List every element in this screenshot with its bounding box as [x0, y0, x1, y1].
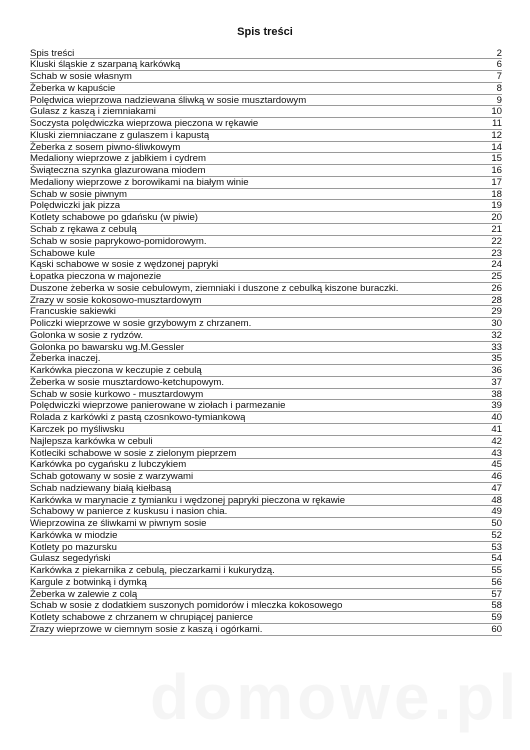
toc-entry-page-number: 26	[491, 282, 502, 294]
toc-entry-title: Schabowe kule	[30, 247, 96, 259]
toc-entry-title: Gulasz segedyński	[30, 553, 111, 565]
toc-entry-title: Kluski ziemniaczane z gulaszem i kapustą	[30, 129, 210, 141]
toc-entry-page-number: 52	[491, 529, 502, 541]
toc-entry-title: Żeberka inaczej.	[30, 353, 101, 365]
toc-entry-title: Kotleciki schabowe w sosie z zielonym pieprzem	[30, 447, 237, 459]
toc-entry[interactable]	[30, 412, 502, 424]
toc-entry[interactable]	[30, 495, 502, 507]
toc-entry-page-number: 45	[491, 459, 502, 471]
toc-entry-page-number: 38	[491, 388, 502, 400]
toc-entry[interactable]	[30, 271, 502, 283]
toc-entry-title: Zrazy wieprzowe w ciemnym sosie z kaszą i ogórkami.	[30, 624, 263, 636]
toc-entry[interactable]	[30, 153, 502, 165]
toc-entry-page-number: 60	[491, 624, 502, 636]
toc-entry-title: Żeberka w kapuście	[30, 82, 116, 94]
toc-entry-page-number: 50	[491, 518, 502, 530]
toc-entry-title: Karkówka w marynacie z tymianku i wędzonej papryki pieczona w rękawie	[30, 494, 346, 506]
toc-entry[interactable]	[30, 436, 502, 448]
toc-entry-page-number: 36	[491, 365, 502, 377]
toc-entry-title: Golonka w sosie z rydzów.	[30, 329, 144, 341]
toc-entry-title: Schab w sosie własnym	[30, 71, 132, 83]
toc-entry-title: Karkówka z piekarnika z cebulą, pieczarkami i kukurydzą.	[30, 565, 275, 577]
toc-entry[interactable]	[30, 565, 502, 577]
toc-entry-title: Policzki wieprzowe w sosie grzybowym z chrzanem.	[30, 318, 252, 330]
toc-entry[interactable]	[30, 248, 502, 260]
toc-entry-title: Polędwica wieprzowa nadziewana śliwką w sosie musztardowym	[30, 94, 307, 106]
toc-entry-title: Karkówka pieczona w keczupie z cebulą	[30, 365, 202, 377]
toc-entry-page-number: 40	[491, 412, 502, 424]
toc-entry-title: Żeberka w sosie musztardowo-ketchupowym.	[30, 376, 225, 388]
toc-entry[interactable]	[30, 624, 502, 636]
toc-entry-title: Kotlety po mazursku	[30, 541, 117, 553]
toc-entry-page-number: 59	[491, 612, 502, 624]
toc-entry-title: Schab w sosie piwnym	[30, 188, 128, 200]
toc-entry-page-number: 29	[491, 306, 502, 318]
toc-entry-page-number: 10	[491, 106, 502, 118]
toc-entry[interactable]	[30, 553, 502, 565]
toc-entry-page-number: 7	[496, 71, 502, 83]
toc-entry-page-number: 19	[491, 200, 502, 212]
toc-entry[interactable]	[30, 165, 502, 177]
toc-entry[interactable]	[30, 330, 502, 342]
toc-entry[interactable]	[30, 448, 502, 460]
toc-entry-title: Łopatka pieczona w majonezie	[30, 271, 162, 283]
toc-entry-page-number: 28	[491, 294, 502, 306]
toc-entry[interactable]	[30, 342, 502, 354]
toc-entry[interactable]	[30, 612, 502, 624]
toc-entry-page-number: 49	[491, 506, 502, 518]
toc-entry-page-number: 58	[491, 600, 502, 612]
table-of-contents	[30, 48, 502, 636]
toc-entry-title: Wieprzowina ze śliwkami w piwnym sosie	[30, 518, 207, 530]
toc-entry-page-number: 9	[496, 94, 502, 106]
toc-entry[interactable]	[30, 577, 502, 589]
toc-entry-title: Najlepsza karkówka w cebuli	[30, 435, 153, 447]
toc-entry-page-number: 33	[491, 341, 502, 353]
toc-entry[interactable]	[30, 483, 502, 495]
toc-entry-page-number: 48	[491, 494, 502, 506]
toc-entry[interactable]	[30, 283, 502, 295]
toc-entry-title: Schabowy w panierce z kuskusu i nasion chia.	[30, 506, 228, 518]
toc-entry-page-number: 46	[491, 471, 502, 483]
toc-entry-title: Schab z rękawa z cebulą	[30, 223, 137, 235]
toc-entry[interactable]	[30, 295, 502, 307]
toc-entry-title: Karkówka po cygańsku z lubczykiem	[30, 459, 187, 471]
toc-entry-page-number: 54	[491, 553, 502, 565]
toc-entry-title: Schab w sosie paprykowo-pomidorowym.	[30, 235, 207, 247]
toc-entry-page-number: 24	[491, 259, 502, 271]
toc-entry[interactable]	[30, 83, 502, 95]
toc-entry-page-number: 30	[491, 318, 502, 330]
toc-entry-title: Medaliony wieprzowe z borowikami na białym winie	[30, 176, 249, 188]
toc-entry-title: Karczek po myśliwsku	[30, 424, 125, 435]
toc-entry[interactable]	[30, 353, 502, 365]
toc-entry-page-number: 12	[491, 129, 502, 141]
toc-entry-title: Spis treści	[30, 47, 75, 59]
toc-entry[interactable]	[30, 212, 502, 224]
toc-entry-page-number: 17	[491, 176, 502, 188]
toc-entry-page-number: 37	[491, 376, 502, 388]
toc-entry-title: Duszone żeberka w sosie cebulowym, ziemniaki i duszone z cebulką kiszone buraczki.	[30, 282, 399, 294]
toc-entry[interactable]	[30, 365, 502, 377]
toc-entry[interactable]	[30, 400, 502, 412]
toc-entry-title: Żeberka z sosem piwno-śliwkowym	[30, 141, 181, 153]
toc-entry-page-number: 55	[491, 565, 502, 577]
toc-entry-title: Zrazy w sosie kokosowo-musztardowym	[30, 294, 202, 306]
toc-entry-title: Schab nadziewany białą kiełbasą	[30, 482, 172, 494]
toc-entry[interactable]	[30, 506, 502, 518]
toc-entry-page-number: 41	[491, 424, 502, 435]
toc-entry[interactable]	[30, 530, 502, 542]
toc-entry[interactable]	[30, 130, 502, 142]
toc-entry-page-number: 21	[491, 223, 502, 235]
toc-entry-title: Żeberka w zalewie z colą	[30, 588, 138, 600]
toc-entry-page-number: 56	[491, 576, 502, 588]
toc-entry[interactable]	[30, 71, 502, 83]
toc-entry-title: Polędwiczki jak pizza	[30, 200, 121, 212]
toc-entry-page-number: 53	[491, 541, 502, 553]
toc-entry-page-number: 2	[496, 47, 502, 59]
toc-entry-title: Soczysta polędwiczka wieprzowa pieczona w rękawie	[30, 118, 259, 130]
toc-entry-title: Kargule z botwinką i dymką	[30, 576, 147, 588]
toc-entry-page-number: 47	[491, 482, 502, 494]
toc-entry[interactable]	[30, 389, 502, 401]
page-title: Spis treści	[237, 26, 293, 38]
toc-entry-page-number: 11	[492, 118, 502, 130]
toc-entry-title: Francuskie sakiewki	[30, 306, 116, 318]
toc-entry-title: Polędwiczki wieprzowe panierowane w ziołach i parmezanie	[30, 400, 286, 412]
toc-entry-page-number: 18	[491, 188, 502, 200]
toc-entry[interactable]	[30, 95, 502, 107]
toc-entry[interactable]	[30, 106, 502, 118]
toc-entry-title: Schab gotowany w sosie z warzywami	[30, 471, 194, 483]
toc-entry-page-number: 14	[491, 141, 502, 153]
toc-entry-page-number: 42	[491, 435, 502, 447]
toc-entry-title: Rolada z karkówki z pastą czosnkowo-tymiankową	[30, 412, 246, 424]
toc-entry[interactable]	[30, 600, 502, 612]
toc-entry[interactable]	[30, 189, 502, 201]
toc-entry[interactable]	[30, 48, 502, 60]
toc-entry[interactable]	[30, 59, 502, 71]
toc-entry-title: Kotlety schabowe po gdańsku (w piwie)	[30, 212, 198, 224]
toc-entry-page-number: 25	[491, 271, 502, 283]
toc-entry-title: Schab w sosie kurkowo - musztardowym	[30, 388, 204, 400]
watermark	[150, 660, 520, 734]
toc-entry[interactable]	[30, 424, 502, 436]
toc-entry-title: Świąteczna szynka glazurowana miodem	[30, 165, 206, 177]
toc-entry[interactable]	[30, 142, 502, 154]
toc-entry-title: Schab w sosie z dodatkiem suszonych pomidorów i mleczka kokosowego	[30, 600, 343, 612]
toc-entry-title: Kąski schabowe w sosie z wędzonej papryki	[30, 259, 219, 271]
toc-entry-title: Kotlety schabowe z chrzanem w chrupiącej panierce	[30, 612, 253, 624]
toc-entry[interactable]	[30, 177, 502, 189]
toc-entry-page-number: 23	[491, 247, 502, 259]
toc-entry-page-number: 43	[491, 447, 502, 459]
toc-entry[interactable]	[30, 224, 502, 236]
toc-entry[interactable]	[30, 589, 502, 601]
toc-entry[interactable]	[30, 236, 502, 248]
toc-entry[interactable]	[30, 306, 502, 318]
toc-entry-title: Golonka po bawarsku wg.M.Gessler	[30, 341, 185, 353]
toc-entry-title: Medaliony wieprzowe z jabłkiem i cydrem	[30, 153, 206, 165]
toc-entry-page-number: 22	[491, 235, 502, 247]
toc-entry-page-number: 15	[491, 153, 502, 165]
toc-entry-page-number: 6	[496, 59, 502, 71]
toc-entry-page-number: 20	[491, 212, 502, 224]
toc-entry[interactable]	[30, 542, 502, 554]
toc-entry[interactable]	[30, 118, 502, 130]
toc-entry[interactable]	[30, 471, 502, 483]
toc-entry[interactable]	[30, 459, 502, 471]
toc-entry-page-number: 32	[491, 329, 502, 341]
toc-entry-page-number: 39	[491, 400, 502, 412]
toc-entry-page-number: 57	[491, 588, 502, 600]
toc-entry[interactable]	[30, 259, 502, 271]
toc-entry-page-number: 35	[491, 353, 502, 365]
toc-entry[interactable]	[30, 377, 502, 389]
toc-entry-page-number: 16	[491, 165, 502, 177]
toc-entry-title: Kluski śląskie z szarpaną karkówką	[30, 59, 181, 71]
toc-entry-page-number: 8	[496, 82, 502, 94]
toc-entry[interactable]	[30, 518, 502, 530]
toc-entry[interactable]	[30, 200, 502, 212]
toc-entry[interactable]	[30, 318, 502, 330]
toc-entry-title: Gulasz z kaszą i ziemniakami	[30, 106, 156, 118]
toc-entry-title: Karkówka w miodzie	[30, 529, 118, 541]
